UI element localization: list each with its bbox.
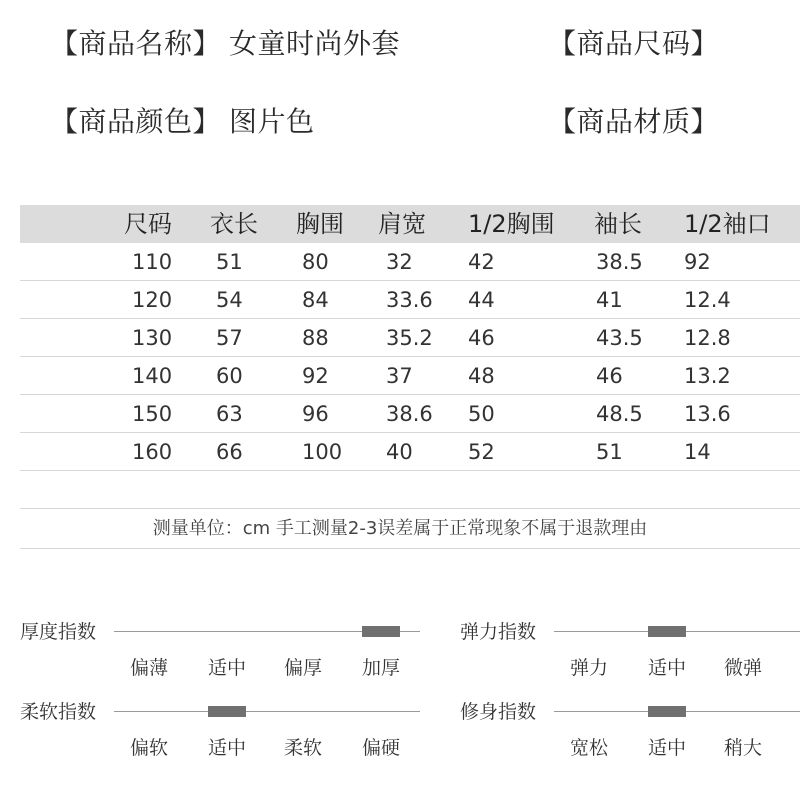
table-cell: 13.2 — [684, 364, 731, 388]
table-cell: 92 — [684, 250, 711, 274]
thickness-option: 适中 — [208, 657, 247, 679]
softness-index-marker — [208, 706, 246, 717]
softness-option: 柔软 — [284, 737, 323, 759]
table-cell: 48.5 — [596, 402, 643, 426]
fit-option: 适中 — [648, 737, 687, 759]
thickness-option: 偏薄 — [130, 657, 169, 679]
table-cell: 84 — [302, 288, 329, 312]
elasticity-option: 微弹 — [724, 657, 763, 679]
table-cell: 14 — [684, 440, 711, 464]
table-cell: 92 — [302, 364, 329, 388]
table-cell: 50 — [468, 402, 495, 426]
table-cell: 54 — [216, 288, 243, 312]
thickness-option: 偏厚 — [284, 657, 323, 679]
header-half-chest: 1/2胸围 — [468, 210, 555, 238]
product-material-line — [548, 100, 719, 140]
elasticity-index — [460, 620, 800, 690]
table-cell: 46 — [468, 326, 495, 350]
table-cell: 160 — [132, 440, 173, 464]
table-cell: 96 — [302, 402, 329, 426]
header-chest: 胸围 — [296, 210, 344, 238]
softness-index-title: 柔软指数 — [20, 701, 97, 723]
table-cell: 51 — [216, 250, 243, 274]
product-color-value: 图片色 — [229, 105, 315, 138]
fit-index-title: 修身指数 — [460, 701, 537, 723]
product-material-label: 【商品材质】 — [548, 105, 720, 138]
table-cell: 38.5 — [596, 250, 643, 274]
thickness-index — [20, 620, 420, 690]
elasticity-index-title: 弹力指数 — [460, 621, 537, 643]
fit-option: 稍大 — [724, 737, 763, 759]
table-cell: 12.4 — [684, 288, 731, 312]
header-half-cuff: 1/2袖口 — [684, 210, 771, 238]
table-cell: 13.6 — [684, 402, 731, 426]
table-cell: 41 — [596, 288, 623, 312]
table-cell: 35.2 — [386, 326, 433, 350]
softness-option: 适中 — [208, 737, 247, 759]
table-cell: 37 — [386, 364, 413, 388]
table-row — [20, 433, 800, 471]
softness-index — [20, 700, 420, 770]
product-name-label: 【商品名称】 — [50, 27, 222, 60]
product-color-label: 【商品颜色】 — [50, 105, 222, 138]
table-cell: 44 — [468, 288, 495, 312]
table-cell: 80 — [302, 250, 329, 274]
product-size-label: 【商品尺码】 — [548, 27, 720, 60]
table-cell: 120 — [132, 288, 173, 312]
product-size-line — [548, 22, 719, 62]
measurement-note: 测量单位：cm 手工测量2-3误差属于正常现象不属于退款理由 — [152, 518, 648, 539]
table-cell: 32 — [386, 250, 413, 274]
table-row — [20, 395, 800, 433]
softness-index-track — [114, 711, 420, 712]
table-row — [20, 357, 800, 395]
table-row — [20, 243, 800, 281]
fit-index-marker — [648, 706, 686, 717]
thickness-option: 加厚 — [362, 657, 401, 679]
table-cell: 51 — [596, 440, 623, 464]
product-name-line — [50, 22, 400, 62]
table-cell: 63 — [216, 402, 243, 426]
table-cell: 33.6 — [386, 288, 433, 312]
table-cell: 48 — [468, 364, 495, 388]
fit-index — [460, 700, 800, 770]
table-cell: 150 — [132, 402, 173, 426]
table-cell: 88 — [302, 326, 329, 350]
thickness-index-marker — [362, 626, 400, 637]
size-table — [20, 205, 800, 509]
thickness-index-title: 厚度指数 — [20, 621, 97, 643]
product-name-value: 女童时尚外套 — [229, 27, 401, 60]
table-cell: 46 — [596, 364, 623, 388]
table-row-empty — [20, 471, 800, 509]
elasticity-option: 弹力 — [570, 657, 609, 679]
table-cell: 52 — [468, 440, 495, 464]
table-cell: 60 — [216, 364, 243, 388]
table-header — [20, 205, 800, 243]
elasticity-option: 适中 — [648, 657, 687, 679]
table-cell: 66 — [216, 440, 243, 464]
softness-option: 偏软 — [130, 737, 169, 759]
divider — [20, 548, 800, 549]
table-cell: 43.5 — [596, 326, 643, 350]
table-cell: 42 — [468, 250, 495, 274]
table-row — [20, 281, 800, 319]
table-cell: 140 — [132, 364, 173, 388]
header-sleeve: 袖长 — [594, 210, 642, 238]
fit-option: 宽松 — [570, 737, 609, 759]
header-size: 尺码 — [124, 210, 172, 238]
table-cell: 12.8 — [684, 326, 731, 350]
table-cell: 130 — [132, 326, 173, 350]
table-cell: 40 — [386, 440, 413, 464]
elasticity-index-marker — [648, 626, 686, 637]
table-cell: 38.6 — [386, 402, 433, 426]
table-cell: 100 — [302, 440, 343, 464]
product-color-line — [50, 100, 315, 140]
table-row — [20, 319, 800, 357]
softness-option: 偏硬 — [362, 737, 401, 759]
header-shoulder: 肩宽 — [378, 210, 426, 238]
table-cell: 110 — [132, 250, 173, 274]
table-cell: 57 — [216, 326, 243, 350]
header-length: 衣长 — [210, 210, 258, 238]
